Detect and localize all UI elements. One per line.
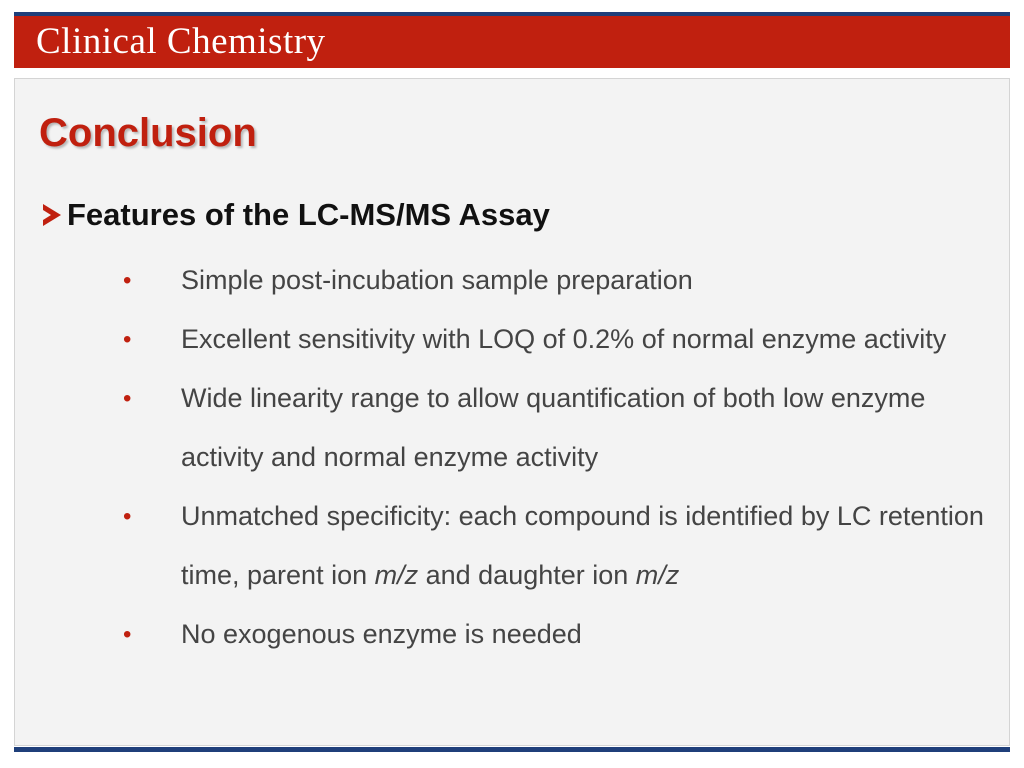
bullet-list [15, 251, 1009, 664]
section-heading: Features of the LC-MS/MS Assay [67, 197, 550, 232]
bullet-dot-icon: • [123, 503, 132, 530]
bullet-text: Wide linearity range to allow quantification of both low enzyme activity and normal enzyme activity [181, 383, 926, 472]
bullet-item [15, 310, 1009, 369]
bullet-dot-icon: • [123, 385, 132, 412]
bullet-item [15, 251, 1009, 310]
bullet-text [181, 501, 984, 590]
bullet-text-part: and daughter ion [418, 560, 636, 590]
bullet-text: Simple post-incubation sample preparation [181, 265, 693, 295]
bullet-text: Excellent sensitivity with LOQ of 0.2% of normal enzyme activity [181, 324, 947, 354]
slide-title: Conclusion [39, 111, 257, 155]
mz-italic: m/z [374, 560, 419, 590]
content-panel [14, 78, 1010, 746]
bullet-item [15, 369, 1009, 487]
mz-italic: m/z [635, 560, 680, 590]
bullet-dot-icon: • [123, 621, 132, 648]
bullet-text: No exogenous enzyme is needed [181, 619, 582, 649]
bullet-item [15, 487, 1009, 605]
bullet-dot-icon: • [123, 267, 132, 294]
header-band [14, 16, 1010, 68]
arrow-right-icon [43, 204, 61, 226]
bullet-item [15, 605, 1009, 664]
bottom-rule [14, 747, 1010, 752]
bullet-dot-icon: • [123, 326, 132, 353]
section-heading-row [43, 197, 550, 233]
journal-title: Clinical Chemistry [36, 21, 326, 62]
bullet-text-part: Unmatched specificity: each compound is identified by LC retention time, parent ion [181, 501, 984, 590]
